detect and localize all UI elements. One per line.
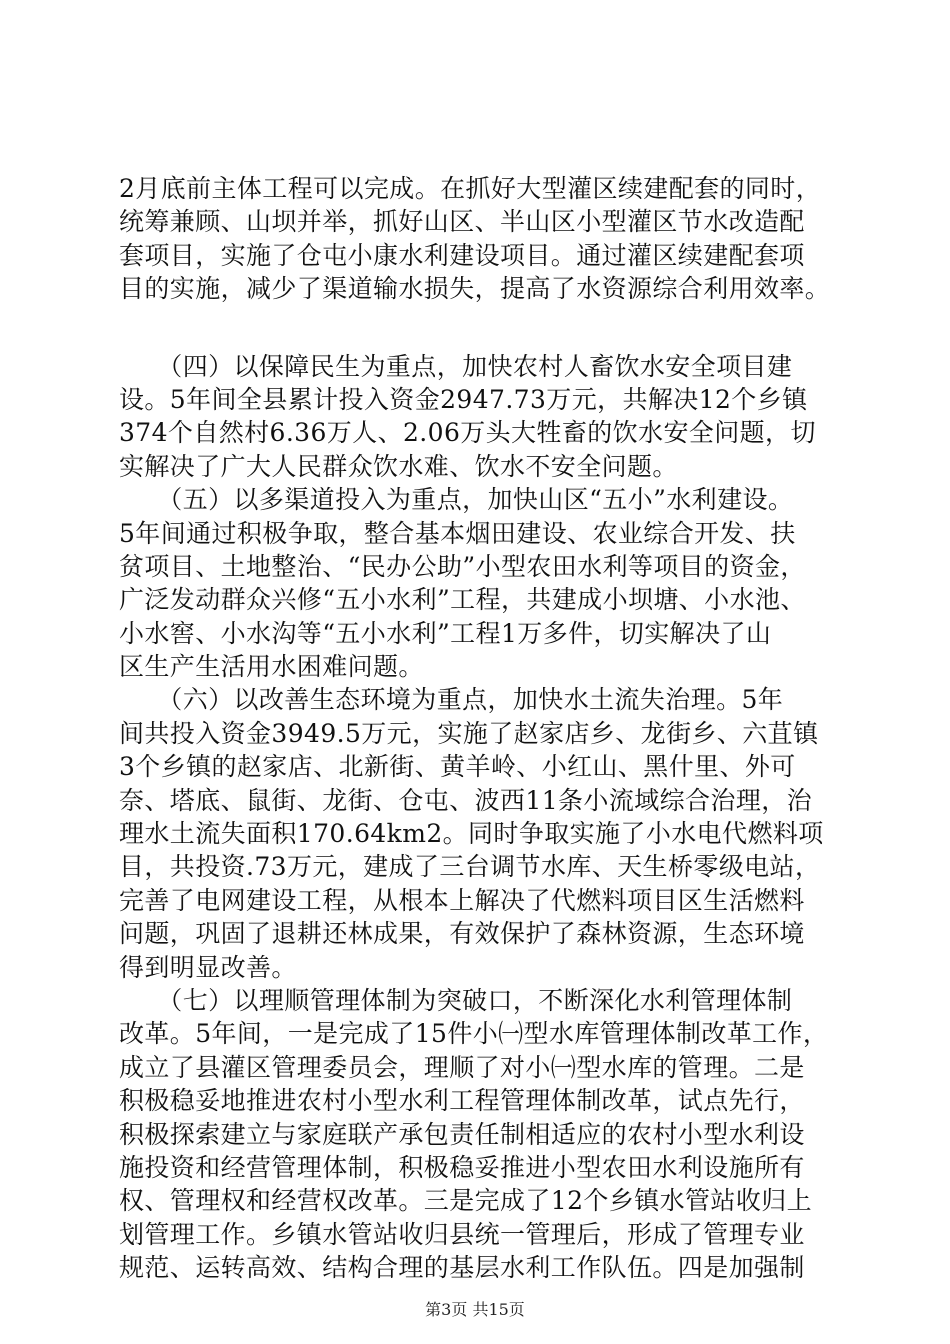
text-line: 目的实施，减少了渠道输水损失，提高了水资源综合利用效率。 — [119, 274, 831, 304]
text-line: 问题，巩固了退耕还林成果，有效保护了森林资源，生态环境 — [119, 919, 805, 949]
text-line: 理水土流失面积170.64km2。同时争取实施了小水电代燃料项 — [119, 819, 824, 849]
paragraph-6 — [119, 683, 839, 984]
text-line: （四）以保障民生为重点，加快农村人畜饮水安全项目建 — [119, 351, 793, 381]
text-line: 权、管理权和经营权改革。三是完成了12个乡镇水管站收归上 — [119, 1186, 813, 1216]
text-line: 划管理工作。乡镇水管站收归县统一管理后，形成了管理专业 — [119, 1219, 805, 1249]
text-line: （七）以理顺管理体制为突破口，不断深化水利管理体制 — [119, 985, 793, 1015]
text-line: 积极稳妥地推进农村小型水利工程管理体制改革，试点先行， — [119, 1086, 805, 1116]
page-footer — [0, 1300, 950, 1320]
text-line: 规范、运转高效、结构合理的基层水利工作队伍。四是加强制 — [119, 1253, 805, 1283]
text-line: 3个乡镇的赵家店、北新街、黄羊岭、小红山、黑什里、外可 — [119, 752, 796, 782]
text-line: 套项目，实施了仓屯小康水利建设项目。通过灌区续建配套项 — [119, 240, 805, 270]
text-line: （五）以多渠道投入为重点，加快山区“五小”水利建设。 — [119, 485, 794, 515]
text-line: 设。5年间全县累计投入资金2947.73万元，共解决12个乡镇 — [119, 384, 808, 414]
text-line: 实解决了广大人民群众饮水难、饮水不安全问题。 — [119, 451, 678, 481]
text-line: 间共投入资金3949.5万元，实施了赵家店乡、龙街乡、六苴镇 — [119, 718, 819, 748]
text-line: 5年间通过积极争取，整合基本烟田建设、农业综合开发、扶 — [119, 518, 796, 548]
text-line: 完善了电网建设工程，从根本上解决了代燃料项目区生活燃料 — [119, 885, 805, 915]
text-line: 奈、塔底、鼠街、龙街、仓屯、波西11条小流域综合治理，治 — [119, 785, 813, 815]
text-line: 贫项目、土地整治、“民办公助”小型农田水利等项目的资金， — [119, 551, 806, 581]
text-line: 区生产生活用水困难问题。 — [119, 652, 424, 682]
text-line: 积极探索建立与家庭联产承包责任制相适应的农村小型水利设 — [119, 1119, 805, 1149]
paragraph-gap — [119, 306, 839, 350]
page-number-label: 第3页 共15页 — [425, 1300, 525, 1319]
text-line: 374个自然村6.36万人、2.06万头大牲畜的饮水安全问题，切 — [119, 418, 816, 448]
text-line: 改革。5年间，一是完成了15件小㈠型水库管理体制改革工作， — [119, 1019, 829, 1049]
text-line: 施投资和经营管理体制，积极稳妥推进小型农田水利设施所有 — [119, 1152, 805, 1182]
document-body — [119, 172, 839, 1285]
text-line: 2月底前主体工程可以完成。在抓好大型灌区续建配套的同时， — [119, 174, 822, 203]
text-line: （六）以改善生态环境为重点，加快水土流失治理。5年 — [119, 685, 784, 715]
text-line: 得到明显改善。 — [119, 952, 297, 982]
text-line: 小水窖、小水沟等“五小水利”工程1万多件，切实解决了山 — [119, 618, 772, 648]
text-line: 目，共投资.73万元，建成了三台调节水库、天生桥零级电站， — [119, 852, 821, 882]
text-line: 统筹兼顾、山坝并举，抓好山区、半山区小型灌区节水改造配 — [119, 207, 805, 237]
paragraph-5 — [119, 483, 839, 683]
text-line: 广泛发动群众兴修“五小水利”工程，共建成小坝塘、小水池、 — [119, 585, 806, 615]
text-line: 成立了县灌区管理委员会，理顺了对小㈠型水库的管理。二是 — [119, 1052, 805, 1082]
paragraph-4 — [119, 350, 839, 484]
paragraph-7 — [119, 984, 839, 1285]
paragraph-continued — [119, 172, 839, 306]
